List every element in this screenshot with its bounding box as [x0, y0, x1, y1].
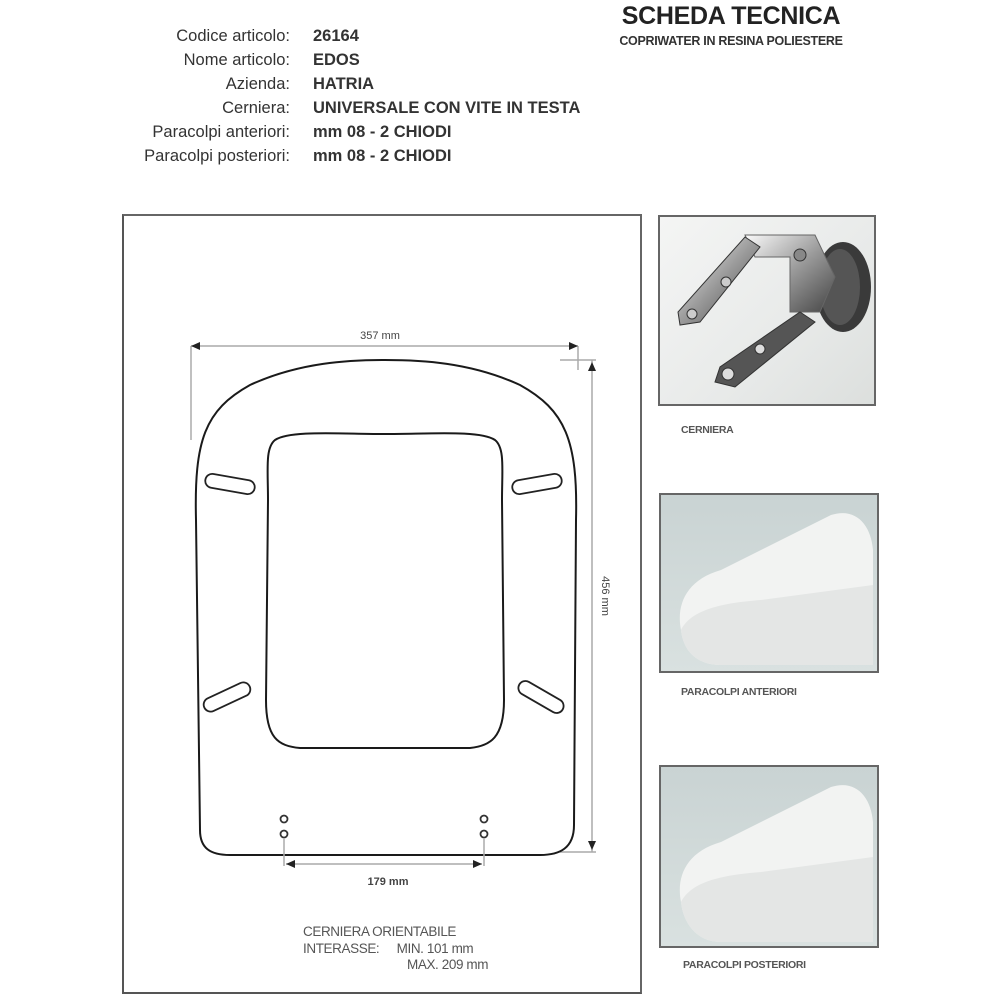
hinge-note — [303, 924, 488, 974]
front-bumper-photo — [659, 493, 879, 673]
hinge-caption: CERNIERA — [681, 424, 734, 436]
rear-bumper-slot-left — [201, 680, 252, 714]
hinge-note-title: CERNIERA ORIENTABILE — [303, 924, 457, 939]
front-bumper-slot-right — [511, 473, 563, 495]
spec-value: mm 08 - 2 CHIODI — [313, 147, 452, 165]
rear-bumper-photo — [659, 765, 879, 948]
arrow-right-icon — [473, 860, 482, 868]
spec-value: EDOS — [313, 51, 360, 69]
arrow-left-icon — [191, 342, 200, 350]
sheet-title: SCHEDA TECNICA — [621, 2, 841, 30]
bumper-icon — [661, 767, 877, 946]
spec-label: Paracolpi anteriori: — [152, 123, 290, 141]
spec-value: HATRIA — [313, 75, 375, 93]
spec-value: 26164 — [313, 27, 359, 45]
rear-bumper-slot-right — [516, 678, 566, 715]
hinge-photo — [658, 215, 876, 406]
hinge-holes — [281, 816, 488, 838]
seat-inner-opening — [266, 433, 504, 748]
hinge-spacing-label: 179 mm — [367, 876, 409, 888]
front-bumper-slot-left — [204, 473, 256, 495]
spec-label: Azienda: — [225, 75, 290, 93]
arrow-down-icon — [588, 841, 596, 850]
hinge-note-spacing — [303, 941, 488, 958]
front-bumpers-caption: PARACOLPI ANTERIORI — [681, 686, 797, 698]
arrow-right-icon — [569, 342, 578, 350]
spec-label: Codice articolo: — [176, 27, 290, 45]
hinge-icon — [660, 217, 874, 404]
width-dimension-label: 357 mm — [360, 330, 400, 342]
spec-label: Nome articolo: — [183, 51, 290, 69]
height-dimension-label: 456 mm — [599, 576, 611, 616]
hinge-spacing-dimension-line — [284, 838, 484, 866]
spec-value: mm 08 - 2 CHIODI — [313, 123, 452, 141]
rear-bumpers-caption: PARACOLPI POSTERIORI — [683, 959, 806, 971]
spec-value: UNIVERSALE CON VITE IN TESTA — [313, 99, 581, 117]
bumper-icon — [661, 495, 877, 671]
spec-label: Cerniera: — [222, 99, 290, 117]
sheet-subtitle: COPRIWATER IN RESINA POLIESTERE — [619, 34, 843, 48]
spacing-min: MIN. 101 mm — [396, 940, 474, 956]
spec-label: Paracolpi posteriori: — [144, 147, 290, 165]
spacing-label: INTERASSE: — [303, 940, 380, 956]
arrow-up-icon — [588, 362, 596, 371]
arrow-left-icon — [286, 860, 295, 868]
spacing-max: MAX. 209 mm — [407, 957, 489, 972]
